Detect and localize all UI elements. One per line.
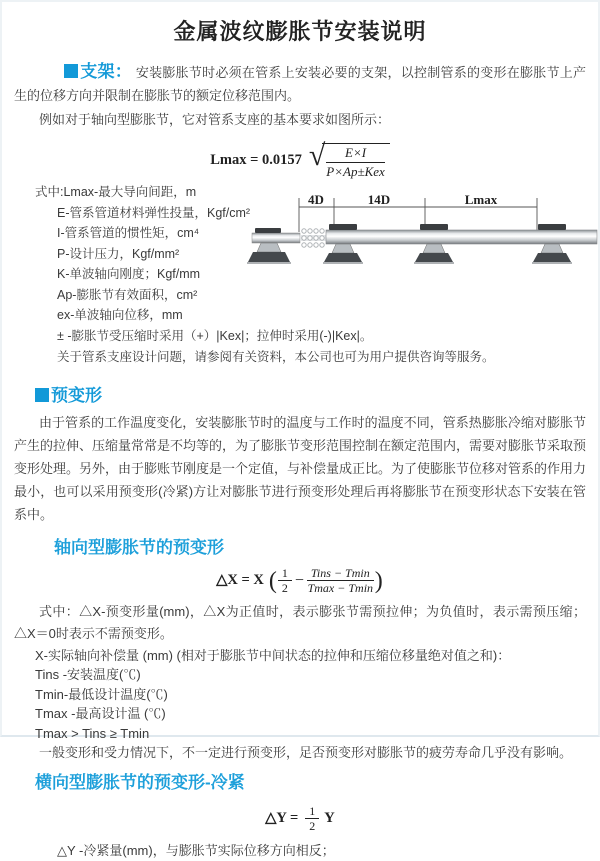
lmax-formula-lhs: Lmax = 0.0157 (210, 151, 302, 168)
one-half-fraction (305, 804, 319, 834)
axial-variable-line: Tmin-最低设计温度(℃) (35, 686, 168, 702)
fraction-numerator: Tins − Tmin (307, 566, 374, 581)
variable-line: ± -膨胀节受压缩时采用（+）|Kex|；拉伸时采用(-)|Kex|。 (57, 328, 373, 343)
predeform-body-paragraph: 由于管系的工作温度变化，安装膨胀节时的温度与工作时的温度不同，管系热膨胀冷缩对膨胀节产生的拉伸、压缩量常常是不均等的，为了膨胀节变形范围控制在额定范围内，需要对膨胀节采取预变形处理。另外，由于膨账节刚度是一个定值，与补偿量成正比。为了使膨胀节位移对管系的作用力最小，也可以采用预变形(冷紧)方让对膨胀节进行预变形处理后再将膨胀节在预变形状态下安装在管系中。 (14, 415, 587, 522)
variable-line: K-单波轴向刚度；Kgf/mm (57, 267, 201, 281)
diagram-dimension-label-4d: 4D (308, 192, 324, 207)
support-note-line: 关于管系支座设计问题，请参阅有关资料，本公司也可为用户提供咨询等服务。 (57, 350, 495, 364)
one-half-fraction (278, 566, 292, 596)
fraction-numerator: 1 (278, 566, 292, 581)
axial-variable-line: Tins -安装温度(℃) (35, 667, 141, 683)
axial-variable-line: Tmax -最高设计温 (℃) (35, 706, 166, 722)
sqrt-fraction (322, 143, 390, 180)
fraction-denominator: 2 (309, 819, 316, 834)
predeform-heading-text: 预变形 (51, 386, 102, 405)
support-section-paragraph (14, 60, 586, 107)
diagram-dimension-label-14d: 14D (367, 192, 391, 207)
variable-line: I-管系管道的惯性矩，cm⁴ (57, 226, 200, 240)
section-predeform-heading (14, 381, 586, 406)
close-paren: ) (374, 567, 383, 594)
section-bullet-icon (64, 64, 78, 78)
lateral-formula (14, 804, 586, 834)
radical-sign: √ (308, 139, 326, 172)
lateral-formula-description: △Y -冷紧量(mm)，与膨胀节实际位移方向相反； (57, 842, 335, 858)
pipe (326, 230, 597, 244)
section-support-heading: 支架： (80, 62, 132, 81)
axial-subsection-heading: 轴向型膨胀节的预变形 (54, 538, 224, 557)
axial-formula-lhs: △X = X (216, 572, 264, 589)
support-intro-text: 安装膨胀节时必须在管系上安装必要的支架，以控制管系的变形在膨胀节上产生的位移方向并限制在膨胀节的额定位移范围内。 (14, 65, 586, 103)
sqrt-expression (309, 140, 390, 180)
axial-note-line: 一般变形和受力情况下，不一定进行预变形，足否预变形对膨胀节的疲劳寿命几乎没有影响。 (39, 745, 573, 761)
variable-line: Ap-膨胀节有效面积，cm² (57, 287, 198, 302)
lateral-formula-rhs: Y (324, 810, 335, 827)
support-example-line: 例如对于轴向型膨胀节，它对管系支座的基本要求如图所示： (39, 112, 391, 127)
axial-formula-description: 式中：△X-预变形量(mm)，△X为正值时，表示膨张节需预拉伸；为负值时，表示需预压缩；△X＝0时表示不需预变形。 (14, 603, 586, 641)
variable-line: ex-单波轴向位移，mm (57, 308, 183, 322)
lmax-formula (14, 140, 586, 180)
open-paren: ( (268, 567, 277, 594)
variable-line: E-管系管道材料弹性投量，Kgf/cm² (57, 205, 251, 220)
fraction-denominator: P×Ap±Kex (326, 164, 385, 179)
lateral-formula-lhs: △Y = (265, 810, 299, 827)
variable-line: 式中:Lmax-最大导向间距，m (35, 185, 197, 199)
diagram-dimension-label-lmax: Lmax (464, 192, 498, 207)
axial-variable-list (14, 646, 586, 763)
variable-line: P-设计压力，Kgf/mm² (57, 246, 180, 261)
axial-variable-line: X-实际轴向补偿量 (mm) (相对于膨胀节中间状态的拉伸和压缩位移量绝对值之和)： (35, 647, 511, 663)
fraction-numerator: 1 (305, 804, 319, 819)
axial-variable-line: Tmax > Tins ≥ Tmin (35, 725, 150, 741)
fraction-denominator: Tmax − Tmin (307, 581, 374, 596)
section-bullet-icon (35, 388, 49, 402)
fraction-numerator: E×I (326, 145, 385, 163)
fraction-denominator: 2 (281, 581, 288, 596)
temperature-fraction (307, 566, 374, 596)
minus-sign: − (294, 571, 304, 589)
pipe-support-diagram (252, 192, 597, 287)
lateral-subsection-heading: 横向型膨胀节的预变形-冷紧 (35, 772, 245, 792)
axial-formula (14, 566, 586, 596)
page-title: 金属波纹膨胀节安装说明 (173, 19, 427, 44)
